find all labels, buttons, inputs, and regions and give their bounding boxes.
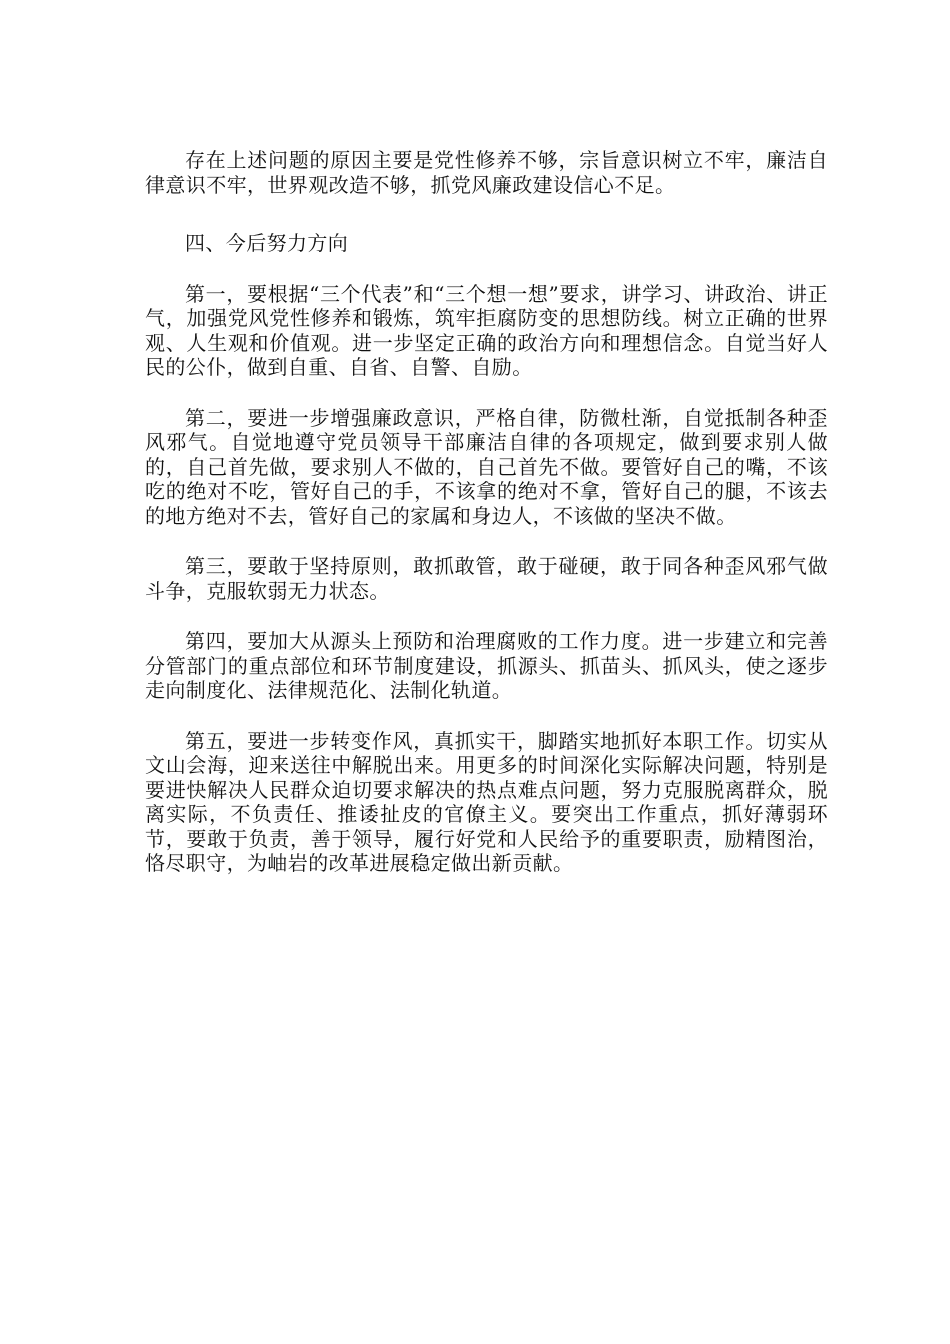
paragraph-fifth: 第五，要进一步转变作风，真抓实干，脚踏实地抓好本职工作。切实从文山会海，迎来送往中解脱出来。用更多的时间深化实际解决问题，特别是要进快解决人民群众迫切要求解决的热点难点问题，努力克服脱离群众，脱离实际，不负责任、推诿扯皮的官僚主义。要突出工作重点，抓好薄弱环节，要敢于负责，善于领导，履行好党和人民给予的重要职责，励精图治，恪尽职守，为岫岩的改革进展稳定做出新贡献。 bbox=[145, 728, 828, 875]
paragraph-fourth: 第四，要加大从源头上预防和治理腐败的工作力度。进一步建立和完善分管部门的重点部位和环节制度建设，抓源头、抓苗头、抓风头，使之逐步走向制度化、法律规范化、法制化轨道。 bbox=[145, 629, 828, 702]
paragraph-causes: 存在上述问题的原因主要是党性修养不够，宗旨意识树立不牢，廉洁自律意识不牢，世界观改造不够，抓党风廉政建设信心不足。 bbox=[145, 148, 828, 197]
document-body bbox=[145, 148, 828, 876]
paragraph-second: 第二，要进一步增强廉政意识，严格自律，防微杜渐，自觉抵制各种歪风邪气。自觉地遵守党员领导干部廉洁自律的各项规定，做到要求别人做的，自己首先做，要求别人不做的，自己首先不做。要管好自己的嘴，不该吃的绝对不吃，管好自己的手，不该拿的绝对不拿，管好自己的腿，不该去的地方绝对不去，管好自己的家属和身边人，不该做的坚决不做。 bbox=[145, 405, 828, 528]
section-heading-future-direction: 四、今后努力方向 bbox=[185, 231, 349, 255]
paragraph-first: 第一，要根据“三个代表”和“三个想一想”要求，讲学习、讲政治、讲正气，加强党风党性修养和锻炼，筑牢拒腐防变的思想防线。树立正确的世界观、人生观和价值观。进一步坚定正确的政治方向和理想信念。自觉当好人民的公仆，做到自重、自省、自警、自励。 bbox=[145, 281, 828, 379]
paragraph-third: 第三，要敢于坚持原则，敢抓敢管，敢于碰硬，敢于同各种歪风邪气做斗争，克服软弱无力状态。 bbox=[145, 554, 828, 603]
